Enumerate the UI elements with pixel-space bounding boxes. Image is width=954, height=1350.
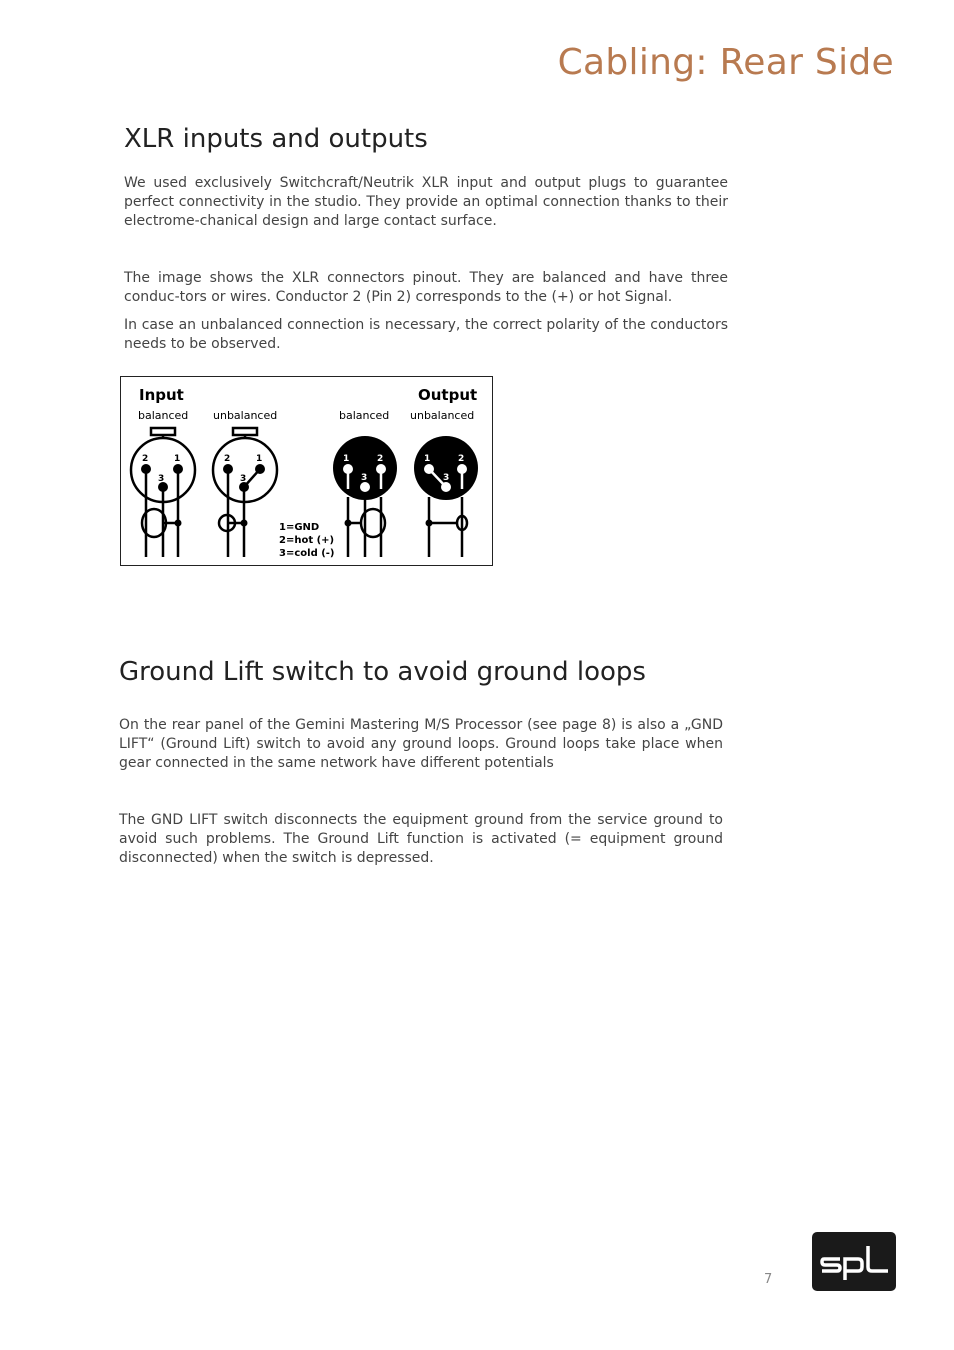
ground-lift-heading: Ground Lift switch to avoid ground loops <box>119 657 646 687</box>
legend-hot: 2=hot (+) <box>279 535 335 546</box>
xlr-paragraph-3: In case an unbalanced connection is necessary, the correct polarity of the conductors needs to be observed. <box>124 317 728 352</box>
spl-logo <box>812 1232 896 1291</box>
pin-3-label: 3 <box>443 473 450 483</box>
xlr-paragraph-1: We used exclusively Switchcraft/Neutrik XLR input and output plugs to guarantee perfect connectivity in the studio. They provide an optimal connection thanks to their electrome-chanical design and large contact surface. <box>124 175 728 229</box>
pin-2-label: 2 <box>458 454 465 464</box>
input-unbalanced-label: unbalanced <box>213 409 278 422</box>
xlr-pinout-diagram <box>120 376 493 566</box>
xlr-heading: XLR inputs and outputs <box>124 124 428 154</box>
ground-lift-paragraph-1: On the rear panel of the Gemini Mastering M/S Processor (see page 8) is also a „GND LIFT“ (Ground Lift) switch to avoid any ground loops. Ground loops take place when gear connected in the same network have different potentials <box>119 717 723 771</box>
pin-3-label: 3 <box>240 474 247 484</box>
ground-lift-paragraph-2: The GND LIFT switch disconnects the equipment ground from the service ground to avoid such problems. The Ground Lift function is activated (= equipment ground disconnected) when the switch is depressed. <box>119 812 723 866</box>
input-unbalanced-connector <box>213 428 277 557</box>
pin-1-label: 1 <box>343 454 350 464</box>
input-label: Input <box>139 386 184 404</box>
legend-gnd: 1=GND <box>279 522 320 533</box>
input-balanced-label: balanced <box>138 409 189 422</box>
pin-2-label: 2 <box>224 454 231 464</box>
pin-1-label: 1 <box>174 454 181 464</box>
page-number: 7 <box>764 1272 773 1287</box>
spl-logo-icon <box>812 1232 896 1291</box>
xlr-paragraph-2: The image shows the XLR connectors pinout. They are balanced and have three conduc-tors or wires. Conductor 2 (Pin 2) corresponds to the (+) or hot Signal. <box>124 270 728 305</box>
pin-1-label: 1 <box>256 454 263 464</box>
page-title: Cabling: Rear Side <box>557 42 894 83</box>
output-unbalanced-label: unbalanced <box>410 409 475 422</box>
pin-1-label: 1 <box>424 454 431 464</box>
legend-cold: 3=cold (-) <box>279 548 335 559</box>
output-balanced-label: balanced <box>339 409 390 422</box>
pin-3-label: 3 <box>361 473 368 483</box>
pin-2-label: 2 <box>142 454 149 464</box>
pin-3-label: 3 <box>158 474 165 484</box>
pin-2-label: 2 <box>377 454 384 464</box>
input-balanced-connector <box>131 428 195 557</box>
output-label: Output <box>418 386 478 404</box>
